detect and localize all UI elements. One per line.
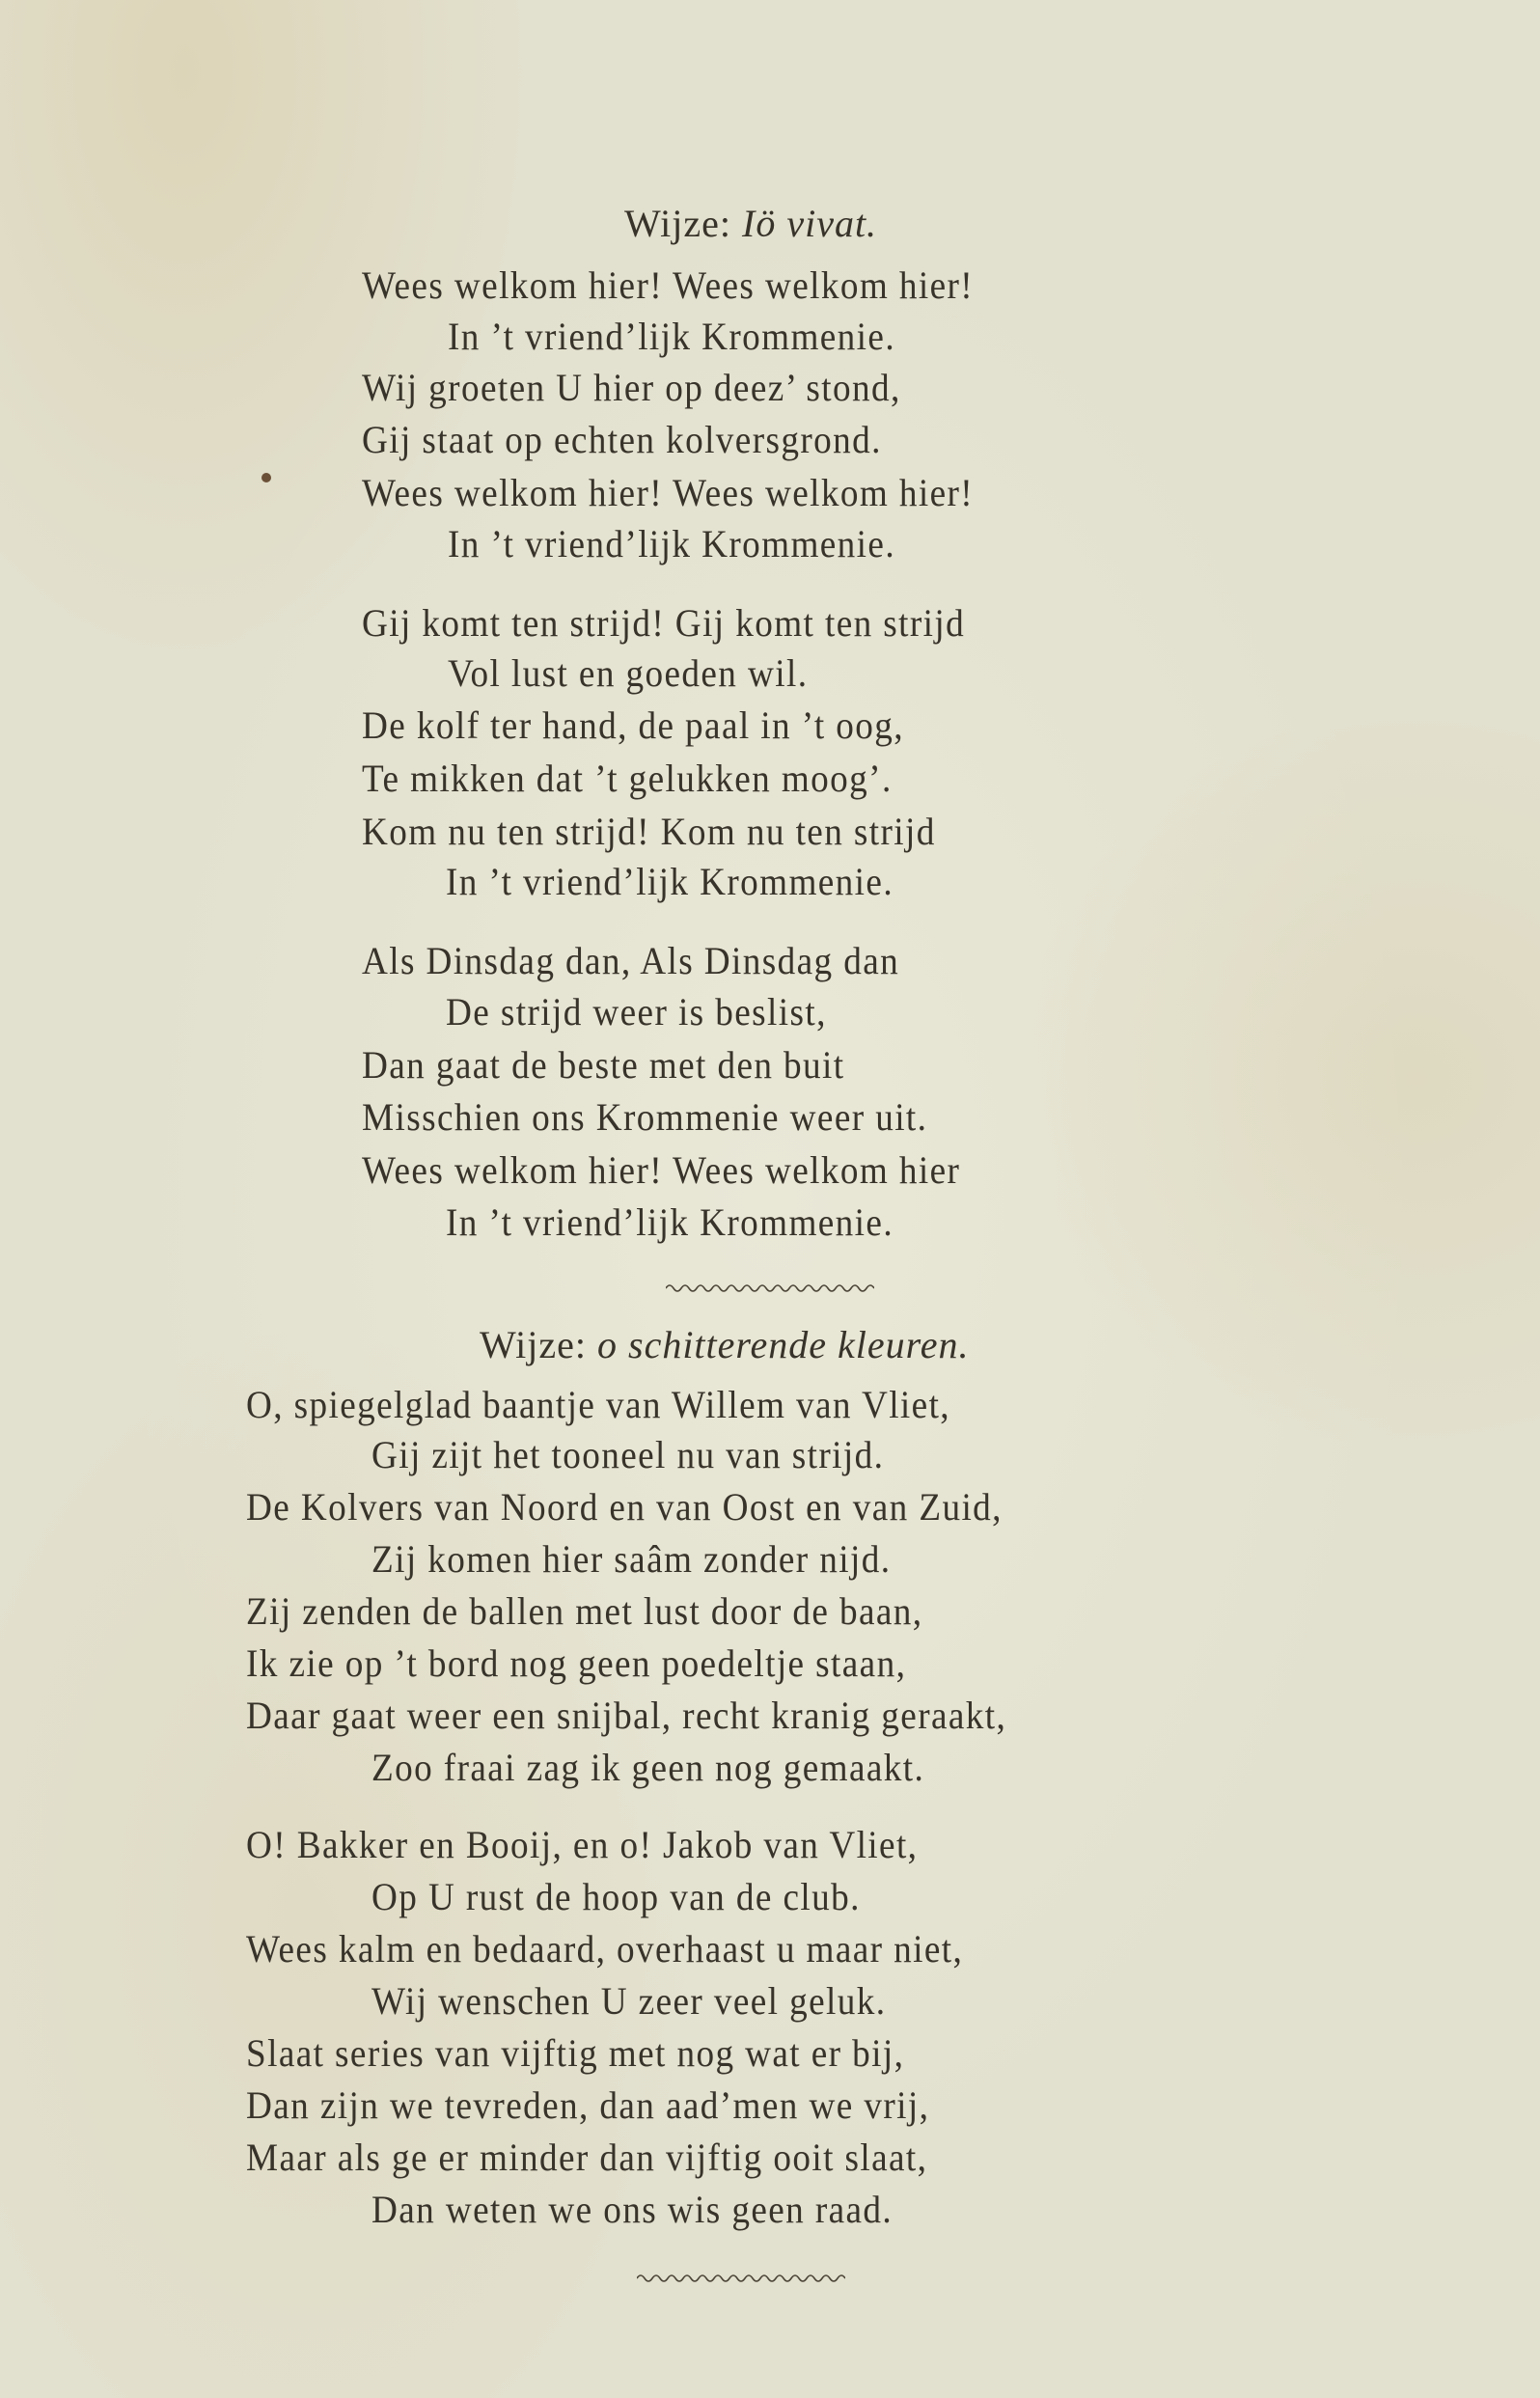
verse-line: Dan zijn we tevreden, dan aad’men we vrij, xyxy=(246,2083,930,2127)
verse-line: Zij zenden de ballen met lust door de baan, xyxy=(246,1589,923,1633)
verse-line: O, spiegelglad baantje van Willem van Vliet, xyxy=(246,1383,951,1426)
verse-line: In ’t vriend’lijk Krommenie. xyxy=(448,522,896,565)
verse-line: Kom nu ten strijd! Kom nu ten strijd xyxy=(362,810,936,853)
verse-line: Maar als ge er minder dan vijftig ooit slaat, xyxy=(246,2136,928,2179)
verse-line: Dan gaat de beste met den buit xyxy=(362,1043,845,1087)
verse-line: Wees welkom hier! Wees welkom hier! xyxy=(362,263,975,307)
song-2-tune-heading xyxy=(480,1322,969,1368)
verse-line: Slaat series van vijftig met nog wat er bij, xyxy=(246,2031,905,2075)
verse-line: Zij komen hier saâm zonder nijd. xyxy=(371,1537,892,1581)
verse-line: In ’t vriend’lijk Krommenie. xyxy=(448,315,896,358)
verse-line: In ’t vriend’lijk Krommenie. xyxy=(446,860,894,903)
verse-line: Misschien ons Krommenie weer uit. xyxy=(362,1095,928,1139)
tune-name: Iö vivat. xyxy=(742,202,878,245)
wavy-divider-icon xyxy=(666,1281,874,1292)
song-1-tune-heading xyxy=(624,201,877,247)
verse-line: Gij staat op echten kolversgrond. xyxy=(362,418,882,461)
verse-line: Gij komt ten strijd! Gij komt ten strijd xyxy=(362,601,966,645)
verse-line: In ’t vriend’lijk Krommenie. xyxy=(446,1200,894,1244)
verse-line: Wees welkom hier! Wees welkom hier xyxy=(362,1148,961,1192)
verse-line: Wij wenschen U zeer veel geluk. xyxy=(371,1979,887,2023)
verse-line: Op U rust de hoop van de club. xyxy=(371,1875,861,1918)
tune-label: Wijze: xyxy=(480,1323,587,1366)
verse-line: De kolf ter hand, de paal in ’t oog, xyxy=(362,703,904,747)
verse-line: Wij groeten U hier op deez’ stond, xyxy=(362,366,901,409)
tune-label: Wijze: xyxy=(624,202,731,245)
verse-line: Zoo fraai zag ik geen nog gemaakt. xyxy=(371,1746,925,1789)
verse-line: De Kolvers van Noord en van Oost en van Zuid, xyxy=(246,1485,1003,1529)
verse-line: Daar gaat weer een snijbal, recht kranig geraakt, xyxy=(246,1694,1007,1737)
verse-line: O! Bakker en Booij, en o! Jakob van Vliet, xyxy=(246,1823,919,1866)
verse-line: Wees welkom hier! Wees welkom hier! xyxy=(362,471,975,514)
verse-line: Gij zijt het tooneel nu van strijd. xyxy=(371,1433,885,1476)
ink-spot xyxy=(261,473,271,482)
verse-line: De strijd weer is beslist, xyxy=(446,990,827,1034)
tune-name: o schitterende kleuren. xyxy=(597,1323,970,1366)
wavy-divider-icon xyxy=(637,2271,845,2282)
verse-line: Vol lust en goeden wil. xyxy=(448,651,809,695)
verse-line: Dan weten we ons wis geen raad. xyxy=(371,2188,894,2231)
verse-line: Als Dinsdag dan, Als Dinsdag dan xyxy=(362,939,900,982)
verse-line: Ik zie op ’t bord nog geen poedeltje staan, xyxy=(246,1641,907,1685)
verse-line: Te mikken dat ’t gelukken moog’. xyxy=(362,757,893,800)
verse-line: Wees kalm en bedaard, overhaast u maar niet, xyxy=(246,1927,964,1971)
